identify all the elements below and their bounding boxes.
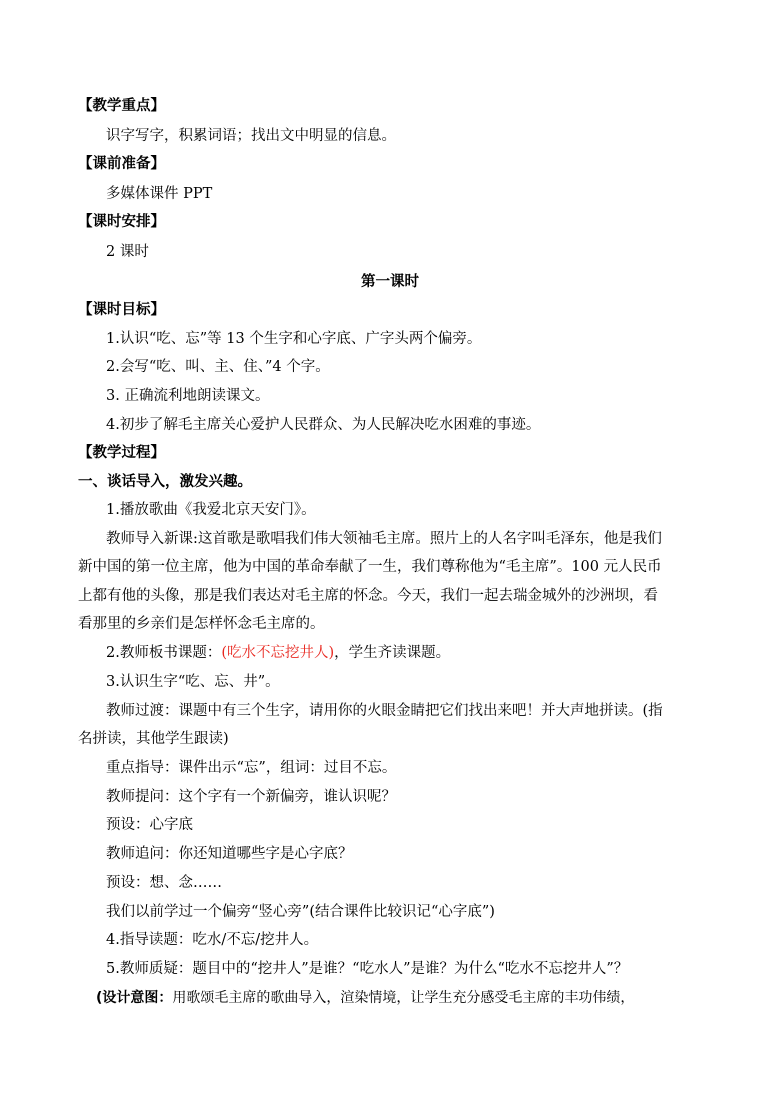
part1-heading: 一、谈话导入，激发兴趣。 <box>78 473 252 490</box>
question-text: 教师提问：这个字有一个新偏旁，谁认识呢？ <box>106 789 396 805</box>
schedule-text: 2 课时 <box>106 244 149 260</box>
transition-line: 名拼读，其他学生跟读) <box>78 731 229 747</box>
goal-item: 4.初步了解毛主席关心爱护人民群众、为人民解决吃水困难的事迹。 <box>106 417 541 433</box>
prep-heading: 【课前准备】 <box>78 155 165 172</box>
goal-item: 3. 正确流利地朗读课文。 <box>106 388 270 404</box>
step2-line <box>106 643 746 663</box>
prep-text: 多媒体课件 PPT <box>106 186 213 202</box>
design-note <box>96 988 736 1008</box>
design-note-text: 用歌颂毛主席的歌曲导入，渲染情境，让学生充分感受毛主席的丰功伟绩， <box>172 990 635 1006</box>
question-text: 教师追问：你还知道哪些字是心字底？ <box>106 846 353 862</box>
compare-text: 我们以前学过一个偏旁“竖心旁”(结合课件比较识记“心字底”) <box>106 904 495 920</box>
step3-text: 3.认识生字“吃、忘、井”。 <box>106 674 280 690</box>
step2-suffix: ，学生齐读课题。 <box>334 645 451 661</box>
goals-heading: 【课时目标】 <box>78 301 165 318</box>
intro-line: 教师导入新课:这首歌是歌唱我们伟大领袖毛主席。照片上的人名字叫毛泽东，他是我们 <box>106 531 662 547</box>
step5-text: 5.教师质疑：题目中的“挖井人”是谁？“吃水人”是谁？为什么“吃水不忘挖井人”？ <box>106 961 629 977</box>
step4-text: 4.指导读题：吃水/不忘/挖井人。 <box>106 932 319 948</box>
transition-line: 教师过渡：课题中有三个生字，请用你的火眼金睛把它们找出来吧！并大声地拼读。(指 <box>106 703 663 719</box>
intro-line: 上都有他的头像，那是我们表达对毛主席的怀念。今天，我们一起去瑞金城外的沙洲坝，看 <box>78 588 658 604</box>
intro-line: 新中国的第一位主席，他为中国的革命奉献了一生，我们尊称他为“毛主席”。100 元人民币 <box>78 559 662 575</box>
goal-item: 2.会写“吃、叫、主、住、”4 个字。 <box>106 359 330 375</box>
design-note-label: (设计意图： <box>96 990 173 1006</box>
lesson-title: 第一课时 <box>361 273 419 290</box>
step2-title-red: (吃水不忘挖井人) <box>221 645 335 661</box>
schedule-heading: 【课时安排】 <box>78 213 165 230</box>
focus-text: 重点指导：课件出示“忘”，组词：过目不忘。 <box>106 760 397 776</box>
process-heading: 【教学过程】 <box>78 444 165 461</box>
answer-text: 预设：想、念…… <box>106 875 222 891</box>
answer-text: 预设：心字底 <box>106 817 193 833</box>
step1-text: 1.播放歌曲《我爱北京天安门》。 <box>106 502 316 518</box>
key-points-text: 识字写字，积累词语；找出文中明显的信息。 <box>106 128 396 144</box>
goal-item: 1.认识“吃、忘”等 13 个生字和心字底、广字头两个偏旁。 <box>106 331 482 347</box>
key-points-heading: 【教学重点】 <box>78 97 165 114</box>
step2-prefix: 2.教师板书课题： <box>106 645 222 661</box>
intro-line: 看那里的乡亲们是怎样怀念毛主席的。 <box>78 616 325 632</box>
